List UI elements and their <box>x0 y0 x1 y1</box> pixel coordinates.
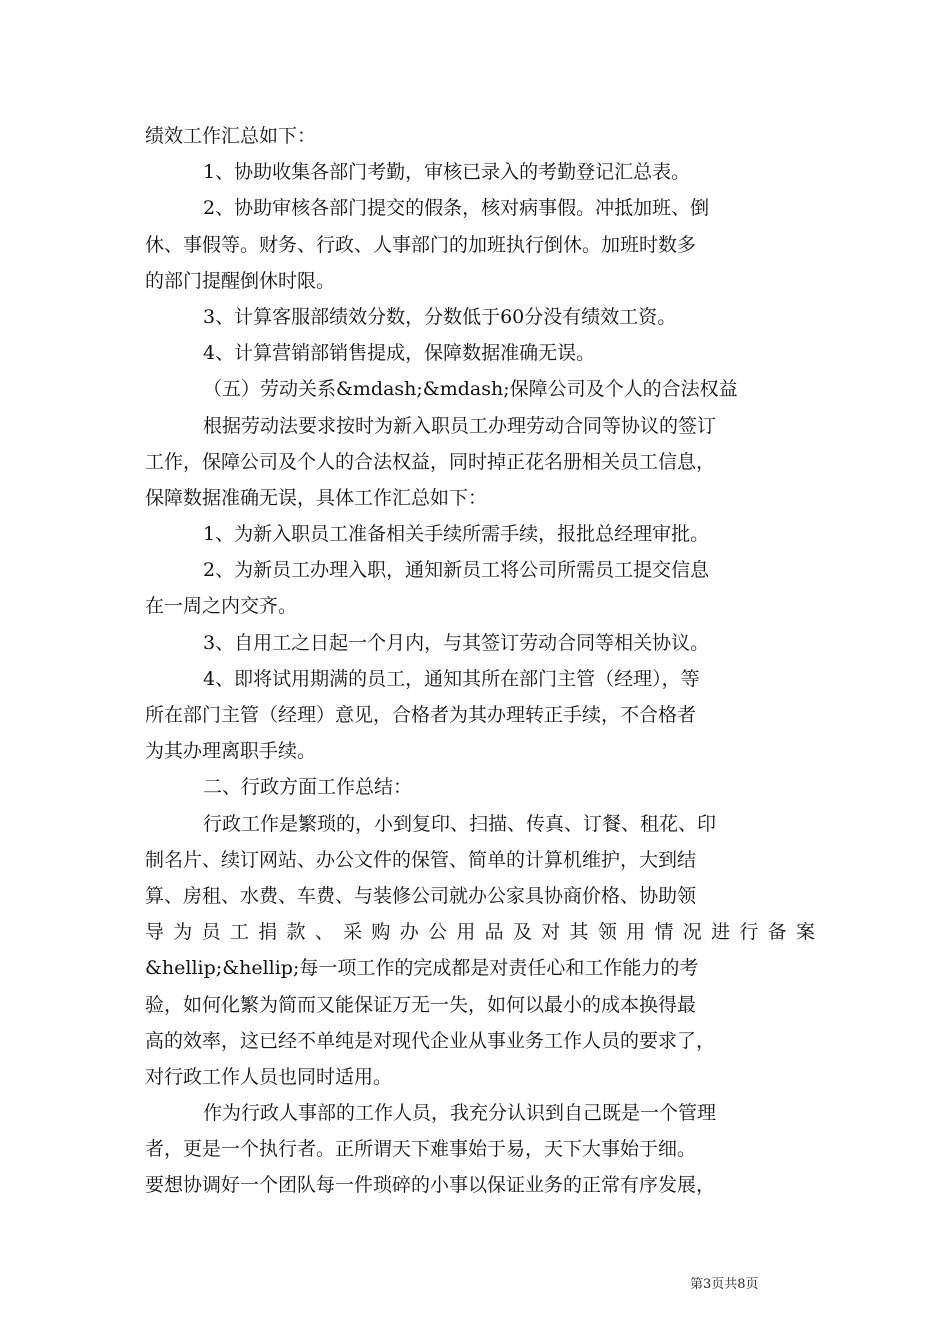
text-line: 4、即将试用期满的员工，通知其所在部门主管（经理），等 <box>203 667 700 690</box>
text-line: &hellip;&hellip;每一项工作的完成都是对责任心和工作能力的考 <box>145 957 699 980</box>
text-line: 4、计算营销部销售提成，保障数据准确无误。 <box>203 342 596 365</box>
text-line: 所在部门主管（经理）意见，合格者为其办理转正手续，不合格者 <box>145 704 697 726</box>
text-line: 导为员工捐款、采购办公用品及对其领用情况进行备案 <box>145 921 815 944</box>
text-line: 3、自用工之日起一个月内，与其签订劳动合同等相关协议。 <box>203 631 710 654</box>
text-line: 2、协助审核各部门提交的假条，核对病事假。冲抵加班、倒 <box>203 197 710 220</box>
text-line: 在一周之内交齐。 <box>145 595 298 618</box>
text-line: 保障数据准确无误，具体工作汇总如下： <box>145 486 488 509</box>
text-line: 对行政工作人员也同时适用。 <box>145 1065 393 1088</box>
section-heading: 二、行政方面工作总结： <box>203 776 413 799</box>
text-line: 休、事假等。财务、行政、人事部门的加班执行倒休。加班时数多 <box>145 233 697 256</box>
text-line: 要想协调好一个团队每一件琐碎的小事以保证业务的正常有序发展， <box>145 1174 716 1197</box>
text-line: 工作，保障公司及个人的合法权益，同时掉正花名册相关员工信息， <box>145 450 716 473</box>
text-line: 的部门提醒倒休时限。 <box>145 269 336 292</box>
document-body <box>145 118 815 1204</box>
text-line: 作为行政人事部的工作人员，我充分认识到自己既是一个管理 <box>203 1102 717 1125</box>
text-line: 为其办理离职手续。 <box>145 740 317 763</box>
text-line: 根据劳动法要求按时为新入职员工办理劳动合同等协议的签订 <box>203 414 717 437</box>
text-line: 制名片、续订网站、办公文件的保管、简单的计算机维护，大到结 <box>145 848 697 871</box>
text-line: 者，更是一个执行者。正所谓天下难事始于易，天下大事始于细。 <box>145 1138 697 1161</box>
page-number: 第3页共8页 <box>690 1277 759 1292</box>
text-line: 1、为新入职员工准备相关手续所需手续，报批总经理审批。 <box>203 523 710 546</box>
section-heading: （五）劳动关系&mdash;&mdash;保障公司及个人的合法权益 <box>203 378 738 401</box>
text-line: 高的效率，这已经不单纯是对现代企业从事业务工作人员的要求了， <box>145 1029 716 1052</box>
text-line: 验，如何化繁为简而又能保证万无一失，如何以最小的成本换得最 <box>145 993 697 1016</box>
text-line: 1、协助收集各部门考勤，审核已录入的考勤登记汇总表。 <box>203 161 691 184</box>
text-line: 3、计算客服部绩效分数，分数低于60分没有绩效工资。 <box>203 305 677 328</box>
text-line: 行政工作是繁琐的，小到复印、扫描、传真、订餐、租花、印 <box>203 812 717 835</box>
text-line: 绩效工作汇总如下： <box>145 125 317 147</box>
text-line: 算、房租、水费、车费、与装修公司就办公家具协商价格、协助领 <box>145 884 697 907</box>
text-line: 2、为新员工办理入职，通知新员工将公司所需员工提交信息 <box>203 559 710 582</box>
